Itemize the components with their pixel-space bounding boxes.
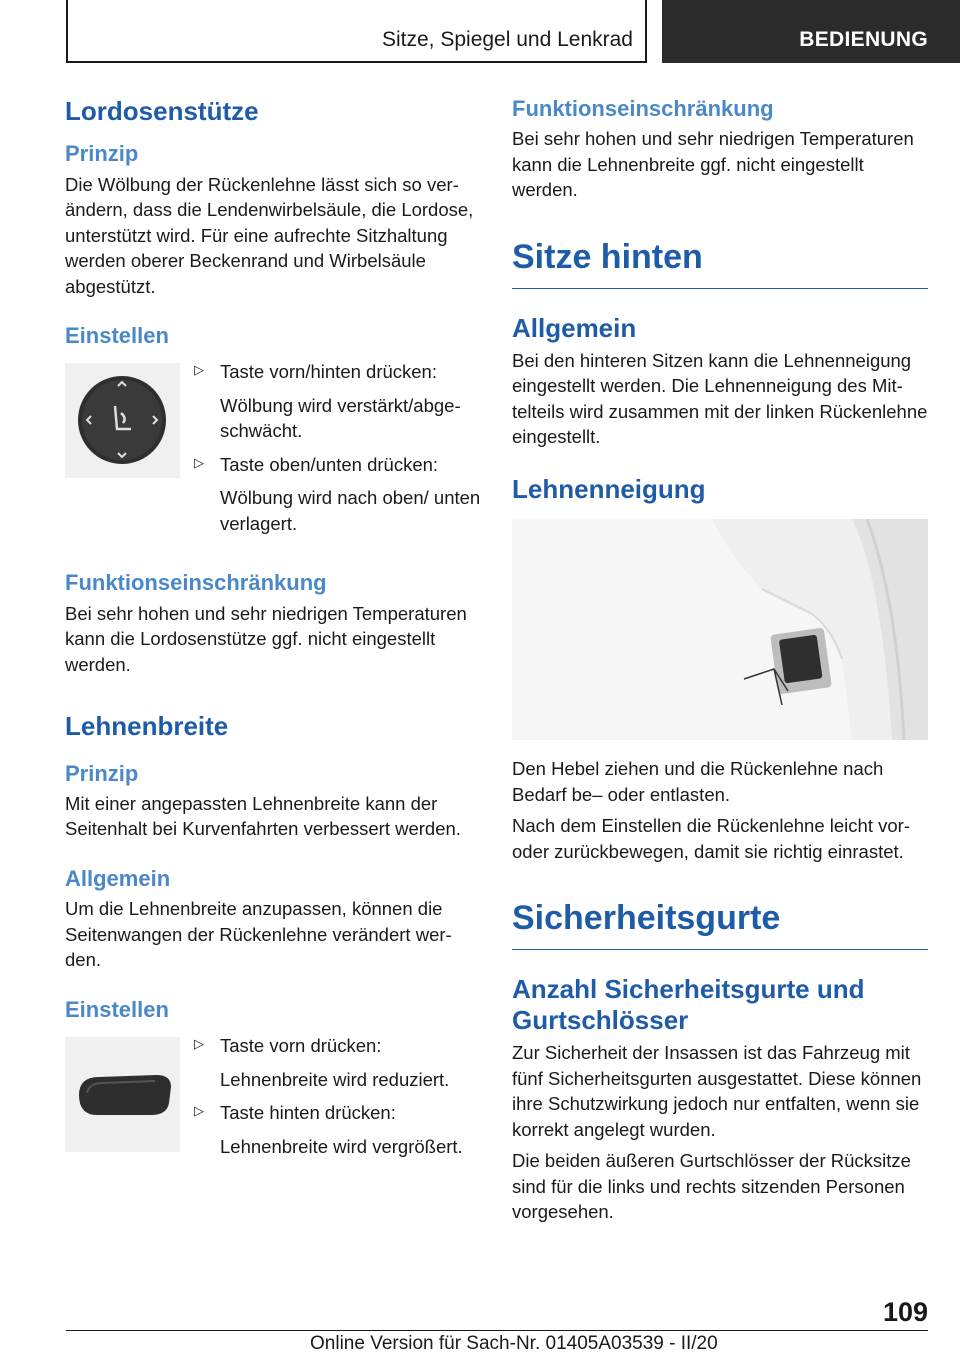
- allgemein2-text: Bei den hinteren Sitzen kann die Lehnenneigung eingestellt werden. Die Lehnenneigung des Mittelteils wird zusammen mit der linken Rückenlehne eingestellt.: [512, 349, 928, 448]
- lehnenbreite-switch-image: [65, 1037, 180, 1152]
- funktion2-heading: Funktionseinschränkung: [512, 96, 774, 121]
- action-text: Taste oben/unten drücken:: [220, 453, 439, 475]
- list-item: [194, 359, 481, 444]
- action-text: Taste hinten drücken:: [220, 1102, 396, 1124]
- footer-divider: [66, 1330, 928, 1331]
- allgemein2-heading: Allgemein: [512, 312, 637, 343]
- list-item: [194, 452, 481, 537]
- sitze-hinten-heading: Sitze hinten: [512, 237, 928, 289]
- header-section: BEDIENUNG: [799, 28, 928, 51]
- result-text: Wölbung wird nach oben/ unten verlagert.: [220, 487, 481, 534]
- funktion-heading: Funktionseinschränkung: [65, 570, 327, 596]
- action-text: Taste vorn/hinten drücken:: [220, 361, 437, 383]
- prinzip-heading: Prinzip: [65, 141, 139, 167]
- lehnenneigung-text-1: Den Hebel ziehen und die Rückenlehne nach Bedarf be– oder entlasten.: [512, 758, 884, 805]
- triangle-bullet-icon: ▷: [194, 1036, 204, 1052]
- lordose-control: [65, 359, 481, 536]
- list-item: [194, 1033, 463, 1092]
- sicherheitsgurte-heading: Sicherheitsgurte: [512, 898, 928, 950]
- funktion-text: Bei sehr hohen und sehr niedrigen Temperaturen kann die Lordosenstütze ggf. nicht eingestellt werden.: [65, 602, 467, 675]
- lehnenneigung-heading: Lehnenneigung: [512, 473, 706, 504]
- action-text: Taste vorn drücken:: [220, 1035, 382, 1057]
- result-text: Wölbung wird verstärkt/abgeschwächt.: [220, 394, 461, 442]
- footer-online-version: Online Version für Sach-Nr. 01405A03539 - II/20: [310, 1333, 718, 1354]
- result-text: Lehnenbreite wird vergrößert.: [220, 1135, 463, 1157]
- prinzip2-text: Mit einer angepassten Lehnenbreite kann der Seitenhalt bei Kurvenfahrten verbessert werden.: [65, 792, 461, 840]
- anzahl-text-1: Zur Sicherheit der Insassen ist das Fahrzeug mit fünf Sicherheitsgurten ausgestattet. Diese können ihre Schutzwirkung jedoch nur entfalten, wenn sie korrekt angelegt wurden.: [512, 1042, 922, 1140]
- triangle-bullet-icon: ▷: [194, 362, 204, 378]
- lordose-heading: Lordosenstütze: [65, 96, 259, 126]
- anzahl-text-2: Die beiden äußeren Gurtschlösser der Rücksitze sind für die links und rechts sitzenden Personen vorgesehen.: [512, 1150, 911, 1223]
- page-number: 109: [882, 1297, 928, 1327]
- result-text: Lehnenbreite wird reduziert.: [220, 1068, 450, 1090]
- lehnenneigung-text-2: Nach dem Einstellen die Rückenlehne leicht voroder zurückbewegen, damit sie richtig einrastet.: [512, 815, 910, 862]
- header-title-box: [66, 0, 647, 63]
- lehnenbreite-control: [65, 1033, 481, 1159]
- funktion2-text: Bei sehr hohen und sehr niedrigen Temperaturen kann die Lehnenbreite ggf. nicht eingestellt werden.: [512, 128, 914, 201]
- einstellen2-heading: Einstellen: [65, 996, 169, 1022]
- einstellen-heading: Einstellen: [65, 323, 169, 349]
- triangle-bullet-icon: ▷: [194, 454, 204, 470]
- left-column: [65, 96, 481, 1159]
- lehnenbreite-heading: Lehnenbreite: [65, 711, 229, 742]
- allgemein-text: Um die Lehnenbreite anzupassen, können die Seitenwangen der Rückenlehne verändert werden.: [65, 898, 452, 971]
- triangle-bullet-icon: ▷: [194, 1103, 204, 1119]
- lehnenneigung-photo: [512, 519, 928, 740]
- header-section-box: [662, 0, 960, 63]
- prinzip2-heading: Prinzip: [65, 760, 139, 786]
- anzahl-heading: Anzahl Sicherheitsgurte und Gurtschlösser: [512, 973, 865, 1036]
- right-column: [512, 96, 928, 1225]
- lordose-switch-image: [65, 363, 180, 478]
- list-item: [194, 1100, 463, 1159]
- header-title: Sitze, Spiegel und Lenkrad: [381, 28, 633, 51]
- prinzip-text: Die Wölbung der Rückenlehne lässt sich so verändern, dass die Lendenwirbelsäule, die Lordose, unterstützt wird. Für eine aufrechte Sitzhaltung werden oberer Beckenrand und Wirbelsäule abgestützt.: [65, 173, 474, 297]
- allgemein-heading: Allgemein: [65, 865, 171, 891]
